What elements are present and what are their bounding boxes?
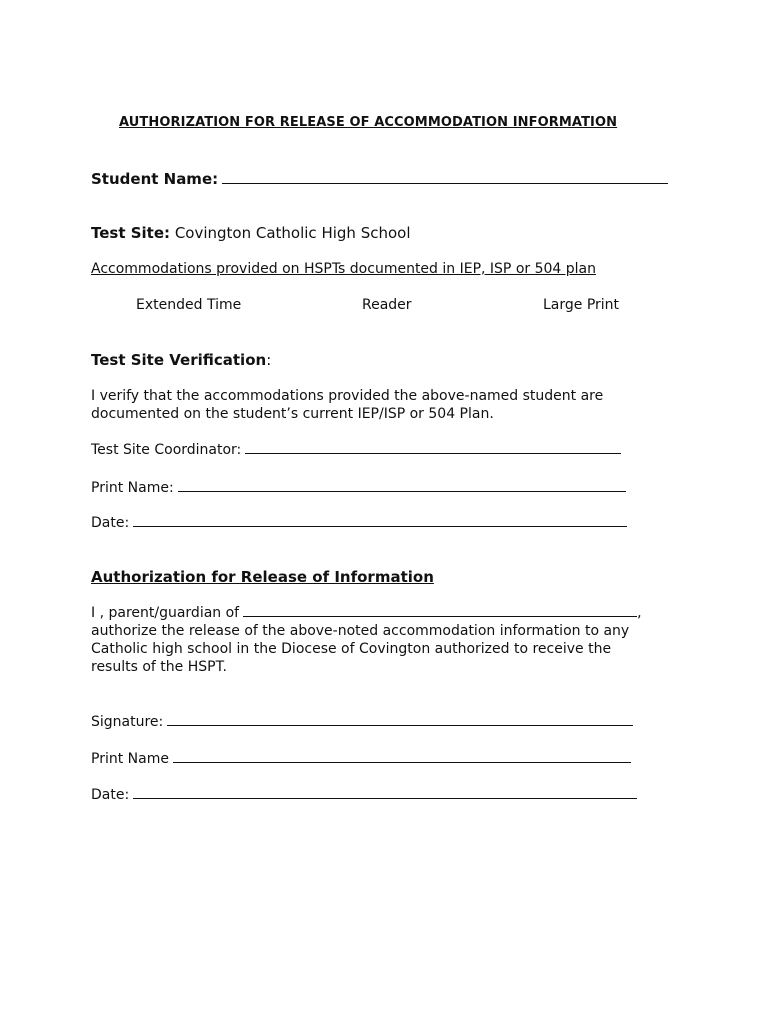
signature-label: Signature:: [91, 714, 164, 730]
test-site-value: Covington Catholic High School: [174, 224, 411, 242]
form-title: AUTHORIZATION FOR RELEASE OF ACCOMMODATION INFORMATION: [119, 115, 618, 130]
student-name-row: [91, 170, 668, 188]
print-name-field-2[interactable]: [173, 750, 631, 763]
release-heading: Authorization for Release of Information: [91, 568, 434, 586]
parent-suffix: ,: [637, 605, 642, 621]
coordinator-row: [91, 441, 621, 458]
date-label-2: Date:: [91, 787, 130, 803]
release-text: authorize the release of the above-noted accommodation information to any Catholic high school in the Diocese of Covington authorized to receive the results of the HSPT.: [91, 623, 630, 675]
print-name-field-1[interactable]: [178, 479, 626, 492]
print-name-label-1: Print Name:: [91, 480, 174, 496]
accommodation-reader: Reader: [362, 297, 412, 313]
test-site-row: [91, 224, 411, 242]
print-name-label-2: Print Name: [91, 751, 169, 767]
coordinator-label: Test Site Coordinator:: [91, 442, 242, 458]
signature-row: [91, 713, 633, 730]
print-name-row-2: [91, 750, 631, 767]
date-field-2[interactable]: [133, 786, 637, 799]
print-name-row-1: [91, 479, 626, 496]
parent-row: [91, 604, 642, 621]
parent-prefix: I , parent/guardian of: [91, 605, 240, 621]
verification-colon: :: [266, 351, 272, 369]
date-row-1: [91, 514, 627, 531]
signature-field[interactable]: [167, 713, 633, 726]
date-field-1[interactable]: [133, 514, 627, 527]
date-row-2: [91, 786, 637, 803]
accommodation-extended-time: Extended Time: [136, 297, 242, 313]
coordinator-field[interactable]: [245, 441, 621, 454]
accommodations-heading: Accommodations provided on HSPTs documented in IEP, ISP or 504 plan: [91, 261, 596, 277]
test-site-label: Test Site:: [91, 224, 171, 242]
verification-heading-row: [91, 351, 271, 369]
accommodation-large-print: Large Print: [543, 297, 620, 313]
date-label-1: Date:: [91, 515, 130, 531]
parent-guardian-of-field[interactable]: [243, 604, 637, 617]
student-name-field[interactable]: [222, 171, 668, 184]
verification-text: I verify that the accommodations provided the above-named student are documented on the student’s current IEP/ISP or 504 Plan.: [91, 388, 604, 422]
student-name-label: Student Name:: [91, 170, 219, 188]
verification-heading: Test Site Verification: [91, 351, 267, 369]
